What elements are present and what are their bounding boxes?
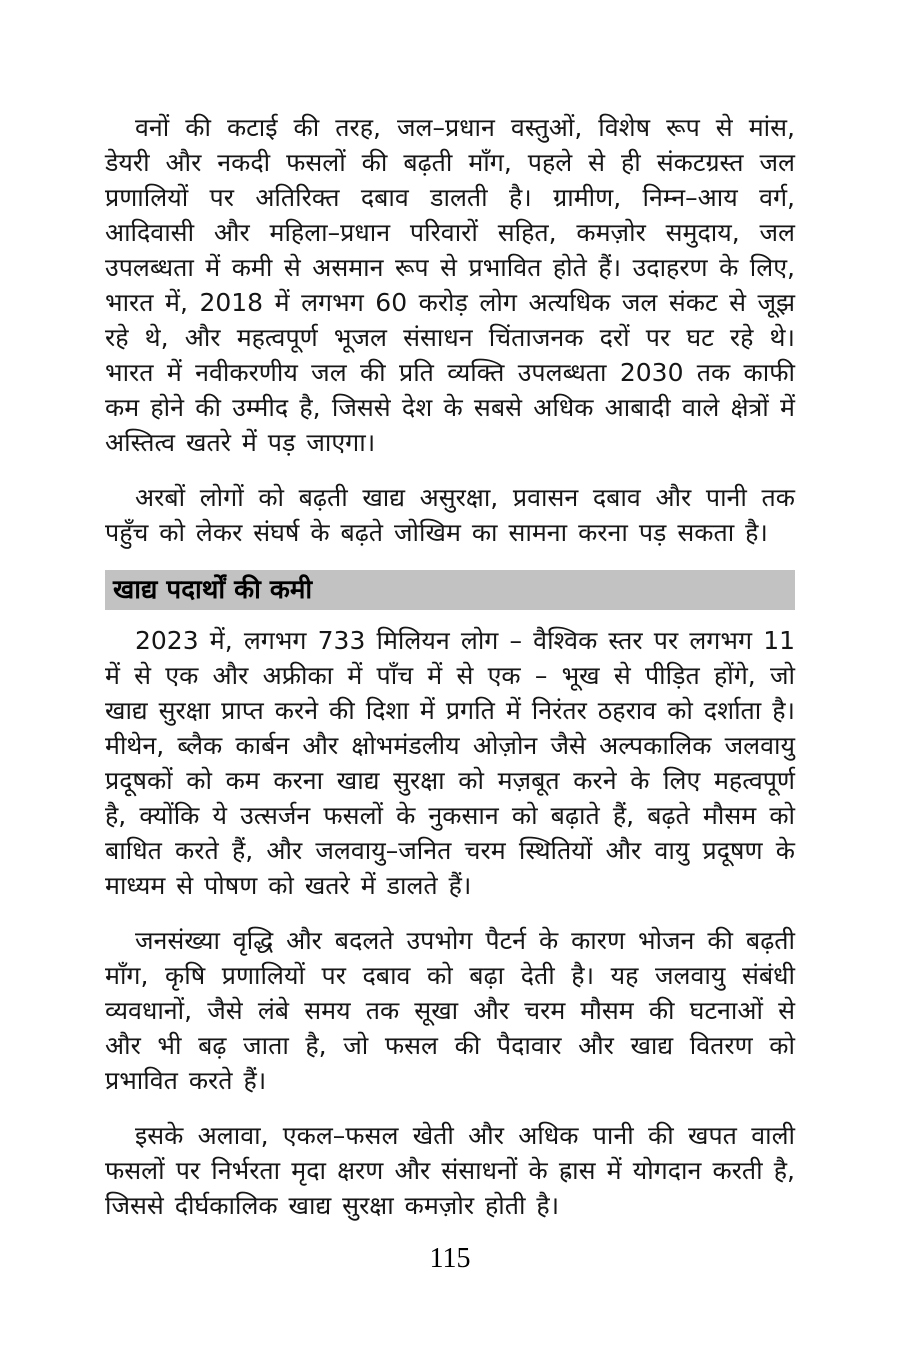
paragraph-water-demand: वनों की कटाई की तरह, जल–प्रधान वस्तुओं, विशेष रूप से मांस, डेयरी और नकदी फसलों की बढ़ती माँग, पहले से ही संकटग्रस्त जल प्रणालियों पर अतिरिक्त दबाव डालती है। ग्रामीण, निम्न–आय वर्ग, आदिवासी और महिला–प्रधान परिवारों सहित, कमज़ोर समुदाय, जल उपलब्धता में कमी से असमान रूप से प्रभावित होते हैं। उदाहरण के लिए, भारत में, 2018 में लगभग 60 करोड़ लोग अत्यधिक जल संकट से जूझ रहे थे, और महत्वपूर्ण भूजल संसाधन चिंताजनक दरों पर घट रहे थे। भारत में नवीकरणीय जल की प्रति व्यक्ति उपलब्धता 2030 तक काफी कम होने की उम्मीद है, जिससे देश के सबसे अधिक आबादी वाले क्षेत्रों में अस्तित्व खतरे में पड़ जाएगा।: [105, 113, 795, 457]
page-number: 115: [429, 1243, 471, 1274]
section-heading: खाद्य पदार्थों की कमी: [105, 570, 795, 610]
paragraph-hunger-2023: 2023 में, लगभग 733 मिलियन लोग – वैश्विक स्तर पर लगभग 11 में से एक और अफ्रीका में पाँच में से एक – भूख से पीड़ित होंगे, जो खाद्य सुरक्षा प्राप्त करने की दिशा में प्रगति में निरंतर ठहराव को दर्शाता है। मीथेन, ब्लैक कार्बन और क्षोभमंडलीय ओज़ोन जैसे अल्पकालिक जलवायु प्रदूषकों को कम करना खाद्य सुरक्षा को मज़बूत करने के लिए महत्वपूर्ण है, क्योंकि ये उत्सर्जन फसलों के नुकसान को बढ़ाते हैं, बढ़ते मौसम को बाधित करते हैं, और जलवायु–जनित चरम स्थितियों और वायु प्रदूषण के माध्यम से पोषण को खतरे में डालते हैं।: [105, 626, 795, 900]
text-column: [105, 110, 795, 1223]
paragraph-monocropping: इसके अलावा, एकल–फसल खेती और अधिक पानी की खपत वाली फसलों पर निर्भरता मृदा क्षरण और संसाधनों के ह्रास में योगदान करती है, जिससे दीर्घकालिक खाद्य सुरक्षा कमज़ोर होती है।: [105, 1121, 795, 1220]
paragraph-population-growth: जनसंख्या वृद्धि और बदलते उपभोग पैटर्न के कारण भोजन की बढ़ती माँग, कृषि प्रणालियों पर दबाव को बढ़ा देती है। यह जलवायु संबंधी व्यवधानों, जैसे लंबे समय तक सूखा और चरम मौसम की घटनाओं से और भी बढ़ जाता है, जो फसल की पैदावार और खाद्य वितरण को प्रभावित करते हैं।: [105, 926, 795, 1095]
page-footer: [105, 1243, 795, 1275]
paragraph-food-insecurity-risk: अरबों लोगों को बढ़ती खाद्य असुरक्षा, प्रवासन दबाव और पानी तक पहुँच को लेकर संघर्ष के बढ़ते जोखिम का सामना करना पड़ सकता है।: [105, 483, 795, 547]
